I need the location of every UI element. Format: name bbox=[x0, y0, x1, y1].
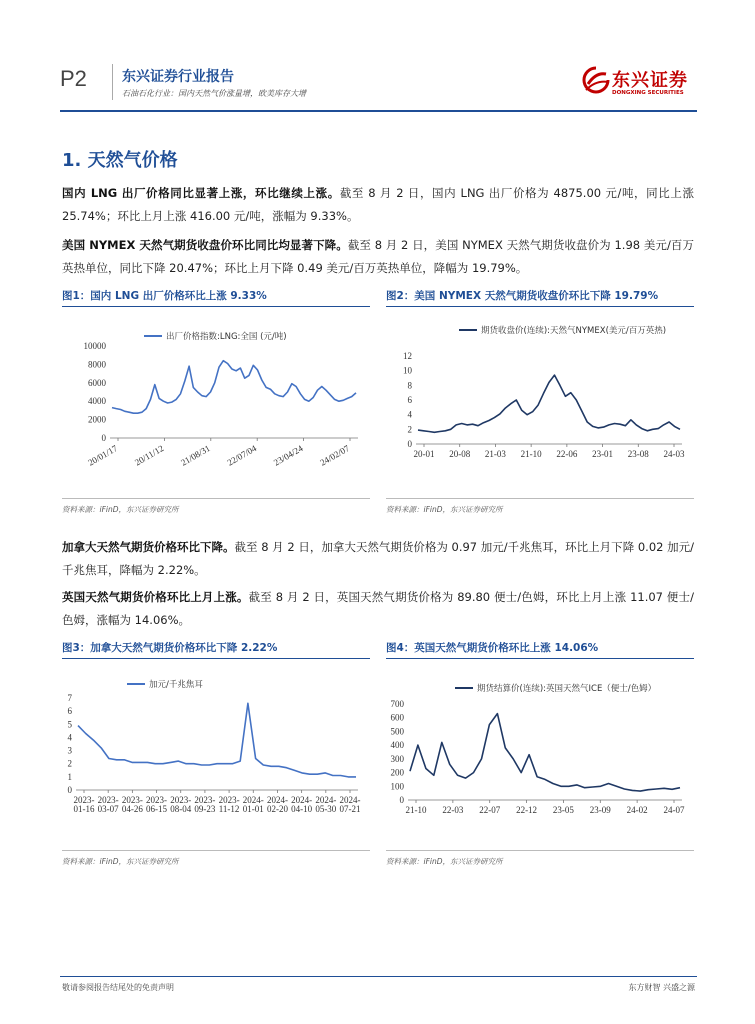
x-tick-label: 03-07 bbox=[97, 804, 119, 814]
fig1-title: 图1：国内 LNG 出厂价格环比上涨 9.33% bbox=[62, 290, 267, 302]
x-tick-label: 01-01 bbox=[242, 804, 264, 814]
x-tick-label: 23-09 bbox=[589, 805, 611, 815]
x-tick-label: 23/04/24 bbox=[271, 443, 305, 468]
legend-label: 出厂价格指数:LNG:全国 (元/吨) bbox=[166, 332, 287, 342]
y-tick-label: 8000 bbox=[88, 359, 106, 370]
page-number: P2 bbox=[60, 66, 87, 91]
x-tick-label: 2024- bbox=[291, 795, 313, 805]
x-tick-label: 2023- bbox=[194, 795, 216, 805]
y-tick-label: 0 bbox=[101, 433, 106, 443]
y-tick-label: 4 bbox=[407, 409, 412, 420]
fig1-title-rule bbox=[62, 306, 370, 307]
footer-slogan: 东方财智 兴盛之源 bbox=[628, 983, 695, 992]
paragraph-nymex bbox=[62, 234, 694, 280]
header-rule bbox=[60, 110, 697, 112]
x-tick-label: 2024- bbox=[266, 795, 288, 805]
x-tick-label: 22-06 bbox=[556, 449, 578, 459]
fig2-title-rule bbox=[386, 306, 694, 307]
x-tick-label: 07-21 bbox=[339, 804, 361, 814]
x-tick-label: 20-08 bbox=[449, 449, 471, 459]
y-tick-label: 2 bbox=[407, 424, 412, 435]
y-tick-label: 300 bbox=[390, 753, 404, 764]
fig2-source: 资料来源：iFinD，东兴证券研究所 bbox=[386, 505, 503, 514]
logo-cn-text: 东兴证券 bbox=[612, 70, 688, 91]
x-tick-label: 09-23 bbox=[194, 804, 216, 814]
x-tick-label: 24-02 bbox=[626, 805, 648, 815]
chart-nymex-svg bbox=[386, 316, 694, 496]
x-tick-label: 20-01 bbox=[413, 449, 435, 459]
chart-lng-price bbox=[62, 316, 370, 496]
y-tick-label: 5 bbox=[67, 719, 72, 730]
y-tick-label: 0 bbox=[67, 785, 72, 795]
y-tick-label: 6 bbox=[67, 706, 72, 717]
paragraph-canada bbox=[62, 536, 694, 582]
x-tick-label: 21/08/31 bbox=[179, 443, 212, 468]
x-tick-label: 11-12 bbox=[218, 804, 240, 814]
y-tick-label: 6 bbox=[407, 395, 412, 405]
y-tick-label: 1 bbox=[67, 771, 72, 782]
y-tick-label: 0 bbox=[399, 795, 404, 805]
section-title: 1. 天然气价格 bbox=[62, 150, 178, 171]
x-tick-label: 2023- bbox=[97, 795, 119, 805]
paragraph-canada-body: 截至 8 月 2 日，加拿大天然气期货价格为 0.97 加元/千兆焦耳，环比上月下降 0.02 加元/千兆焦耳，降幅为 2.22%。 bbox=[62, 540, 694, 577]
x-tick-label: 24-07 bbox=[663, 805, 685, 815]
x-tick-label: 20/11/12 bbox=[132, 443, 166, 468]
page-header bbox=[0, 0, 755, 120]
y-tick-label: 12 bbox=[403, 351, 412, 361]
fig3-source-rule bbox=[62, 850, 370, 851]
x-tick-label: 21-10 bbox=[520, 449, 542, 459]
x-tick-label: 23-05 bbox=[552, 805, 574, 815]
chart-canada-price bbox=[62, 668, 370, 840]
y-tick-label: 10000 bbox=[83, 341, 106, 351]
paragraph-uk-body: 截至 8 月 2 日，英国天然气期货价格为 89.80 便士/色姆，环比上月上涨 11.07 便士/色姆，涨幅为 14.06%。 bbox=[62, 590, 695, 627]
header-divider bbox=[112, 64, 113, 100]
x-tick-label: 20/01/17 bbox=[86, 443, 119, 468]
x-tick-label: 02-20 bbox=[266, 804, 288, 814]
x-tick-label: 01-16 bbox=[73, 804, 95, 814]
x-tick-label: 04-10 bbox=[291, 804, 313, 814]
chart-uk-price bbox=[386, 668, 694, 840]
chart-legend bbox=[455, 683, 656, 694]
footer-rule bbox=[60, 976, 697, 977]
logo-icon bbox=[582, 66, 610, 96]
fig3-title-rule bbox=[62, 658, 370, 659]
fig1-source: 资料来源：iFinD，东兴证券研究所 bbox=[62, 505, 179, 514]
x-tick-label: 22-03 bbox=[442, 805, 464, 815]
y-tick-label: 500 bbox=[390, 726, 404, 737]
series-line bbox=[112, 361, 356, 414]
y-tick-label: 3 bbox=[67, 745, 72, 756]
legend-label: 期货结算价(连续):英国天然气ICE（便士/色姆） bbox=[477, 684, 657, 694]
footer-disclaimer: 敬请参阅报告结尾处的免责声明 bbox=[62, 983, 174, 992]
paragraph-lng-body: 截至 8 月 2 日，国内 LNG 出厂价格为 4875.00 元/吨，同比上涨 25.74%；环比上月上涨 416.00 元/吨，涨幅为 9.33%。 bbox=[62, 186, 694, 223]
fig3-title: 图3：加拿大天然气期货价格环比下降 2.22% bbox=[62, 642, 278, 654]
x-tick-label: 05-30 bbox=[315, 804, 337, 814]
x-tick-label: 2024- bbox=[315, 795, 337, 805]
chart-legend bbox=[144, 331, 287, 342]
y-tick-label: 200 bbox=[390, 767, 404, 778]
logo-en-text: DONGXING SECURITIES bbox=[612, 90, 684, 96]
paragraph-lng bbox=[62, 182, 694, 228]
x-tick-label: 06-15 bbox=[146, 804, 168, 814]
x-tick-label: 24-03 bbox=[663, 449, 685, 459]
fig3-source: 资料来源：iFinD，东兴证券研究所 bbox=[62, 857, 179, 866]
paragraph-uk-lead: 英国天然气期货价格环比上月上涨。 bbox=[62, 590, 249, 604]
fig4-title-rule bbox=[386, 658, 694, 659]
y-tick-label: 7 bbox=[67, 693, 72, 703]
y-tick-label: 4000 bbox=[88, 396, 106, 407]
legend-label: 加元/千兆焦耳 bbox=[149, 680, 203, 690]
fig4-source-rule bbox=[386, 850, 694, 851]
x-tick-label: 2024- bbox=[242, 795, 264, 805]
paragraph-nymex-lead: 美国 NYMEX 天然气期货收盘价环比同比均显著下降。 bbox=[62, 238, 348, 252]
x-tick-label: 22-12 bbox=[516, 805, 538, 815]
chart-legend bbox=[127, 679, 203, 690]
x-tick-label: 23-01 bbox=[592, 449, 614, 459]
y-tick-label: 10 bbox=[403, 365, 412, 376]
x-tick-label: 21-03 bbox=[484, 449, 506, 459]
x-tick-label: 22-07 bbox=[479, 805, 501, 815]
x-tick-label: 24/02/07 bbox=[318, 443, 351, 468]
x-tick-label: 23-08 bbox=[627, 449, 649, 459]
legend-label: 期货收盘价(连续):天然气NYMEX(美元/百万英热) bbox=[481, 326, 667, 336]
y-tick-label: 0 bbox=[407, 439, 412, 449]
y-tick-label: 8 bbox=[407, 380, 412, 391]
y-tick-label: 2000 bbox=[88, 414, 106, 425]
chart-uk-svg bbox=[386, 668, 694, 840]
x-tick-label: 2023- bbox=[146, 795, 168, 805]
fig2-source-rule bbox=[386, 498, 694, 499]
report-subtitle: 石油石化行业：国内天然气价涨量增，欧美库存大增 bbox=[122, 89, 306, 98]
fig4-source: 资料来源：iFinD，东兴证券研究所 bbox=[386, 857, 503, 866]
paragraph-lng-lead: 国内 LNG 出厂价格同比显著上涨，环比继续上涨。 bbox=[62, 186, 340, 200]
chart-canada-svg bbox=[62, 668, 370, 840]
y-tick-label: 2 bbox=[67, 758, 72, 769]
series-line bbox=[418, 375, 680, 432]
x-tick-label: 2023- bbox=[218, 795, 240, 805]
report-title: 东兴证券行业报告 bbox=[122, 69, 234, 85]
y-tick-label: 6000 bbox=[88, 377, 106, 388]
fig4-title: 图4：英国天然气期货价格环比上涨 14.06% bbox=[386, 642, 599, 654]
y-tick-label: 4 bbox=[67, 732, 72, 743]
series-line bbox=[78, 703, 356, 777]
chart-lng-svg bbox=[62, 316, 370, 496]
x-tick-label: 04-26 bbox=[121, 804, 143, 814]
paragraph-canada-lead: 加拿大天然气期货价格环比下降。 bbox=[62, 540, 235, 554]
chart-legend bbox=[459, 325, 666, 336]
y-tick-label: 400 bbox=[390, 740, 404, 751]
brand-logo bbox=[582, 64, 692, 104]
x-tick-label: 21-10 bbox=[405, 805, 427, 815]
y-tick-label: 700 bbox=[390, 699, 404, 709]
x-tick-label: 2023- bbox=[170, 795, 192, 805]
fig2-title: 图2：美国 NYMEX 天然气期货收盘价环比下降 19.79% bbox=[386, 290, 659, 302]
x-tick-label: 08-04 bbox=[170, 804, 192, 814]
fig1-source-rule bbox=[62, 498, 370, 499]
y-tick-label: 600 bbox=[390, 712, 404, 723]
y-tick-label: 100 bbox=[390, 781, 404, 792]
chart-nymex-price bbox=[386, 316, 694, 496]
x-tick-label: 2024- bbox=[339, 795, 361, 805]
paragraph-nymex-body: 截至 8 月 2 日，美国 NYMEX 天然气期货收盘价为 1.98 美元/百万英热单位，同比下降 20.47%；环比上月下降 0.49 美元/百万英热单位，降幅为 19.79%。 bbox=[62, 238, 694, 275]
x-tick-label: 2023- bbox=[121, 795, 143, 805]
x-tick-label: 2023- bbox=[73, 795, 95, 805]
x-tick-label: 22/07/04 bbox=[225, 443, 259, 468]
series-line bbox=[410, 714, 680, 792]
paragraph-uk bbox=[62, 586, 694, 632]
